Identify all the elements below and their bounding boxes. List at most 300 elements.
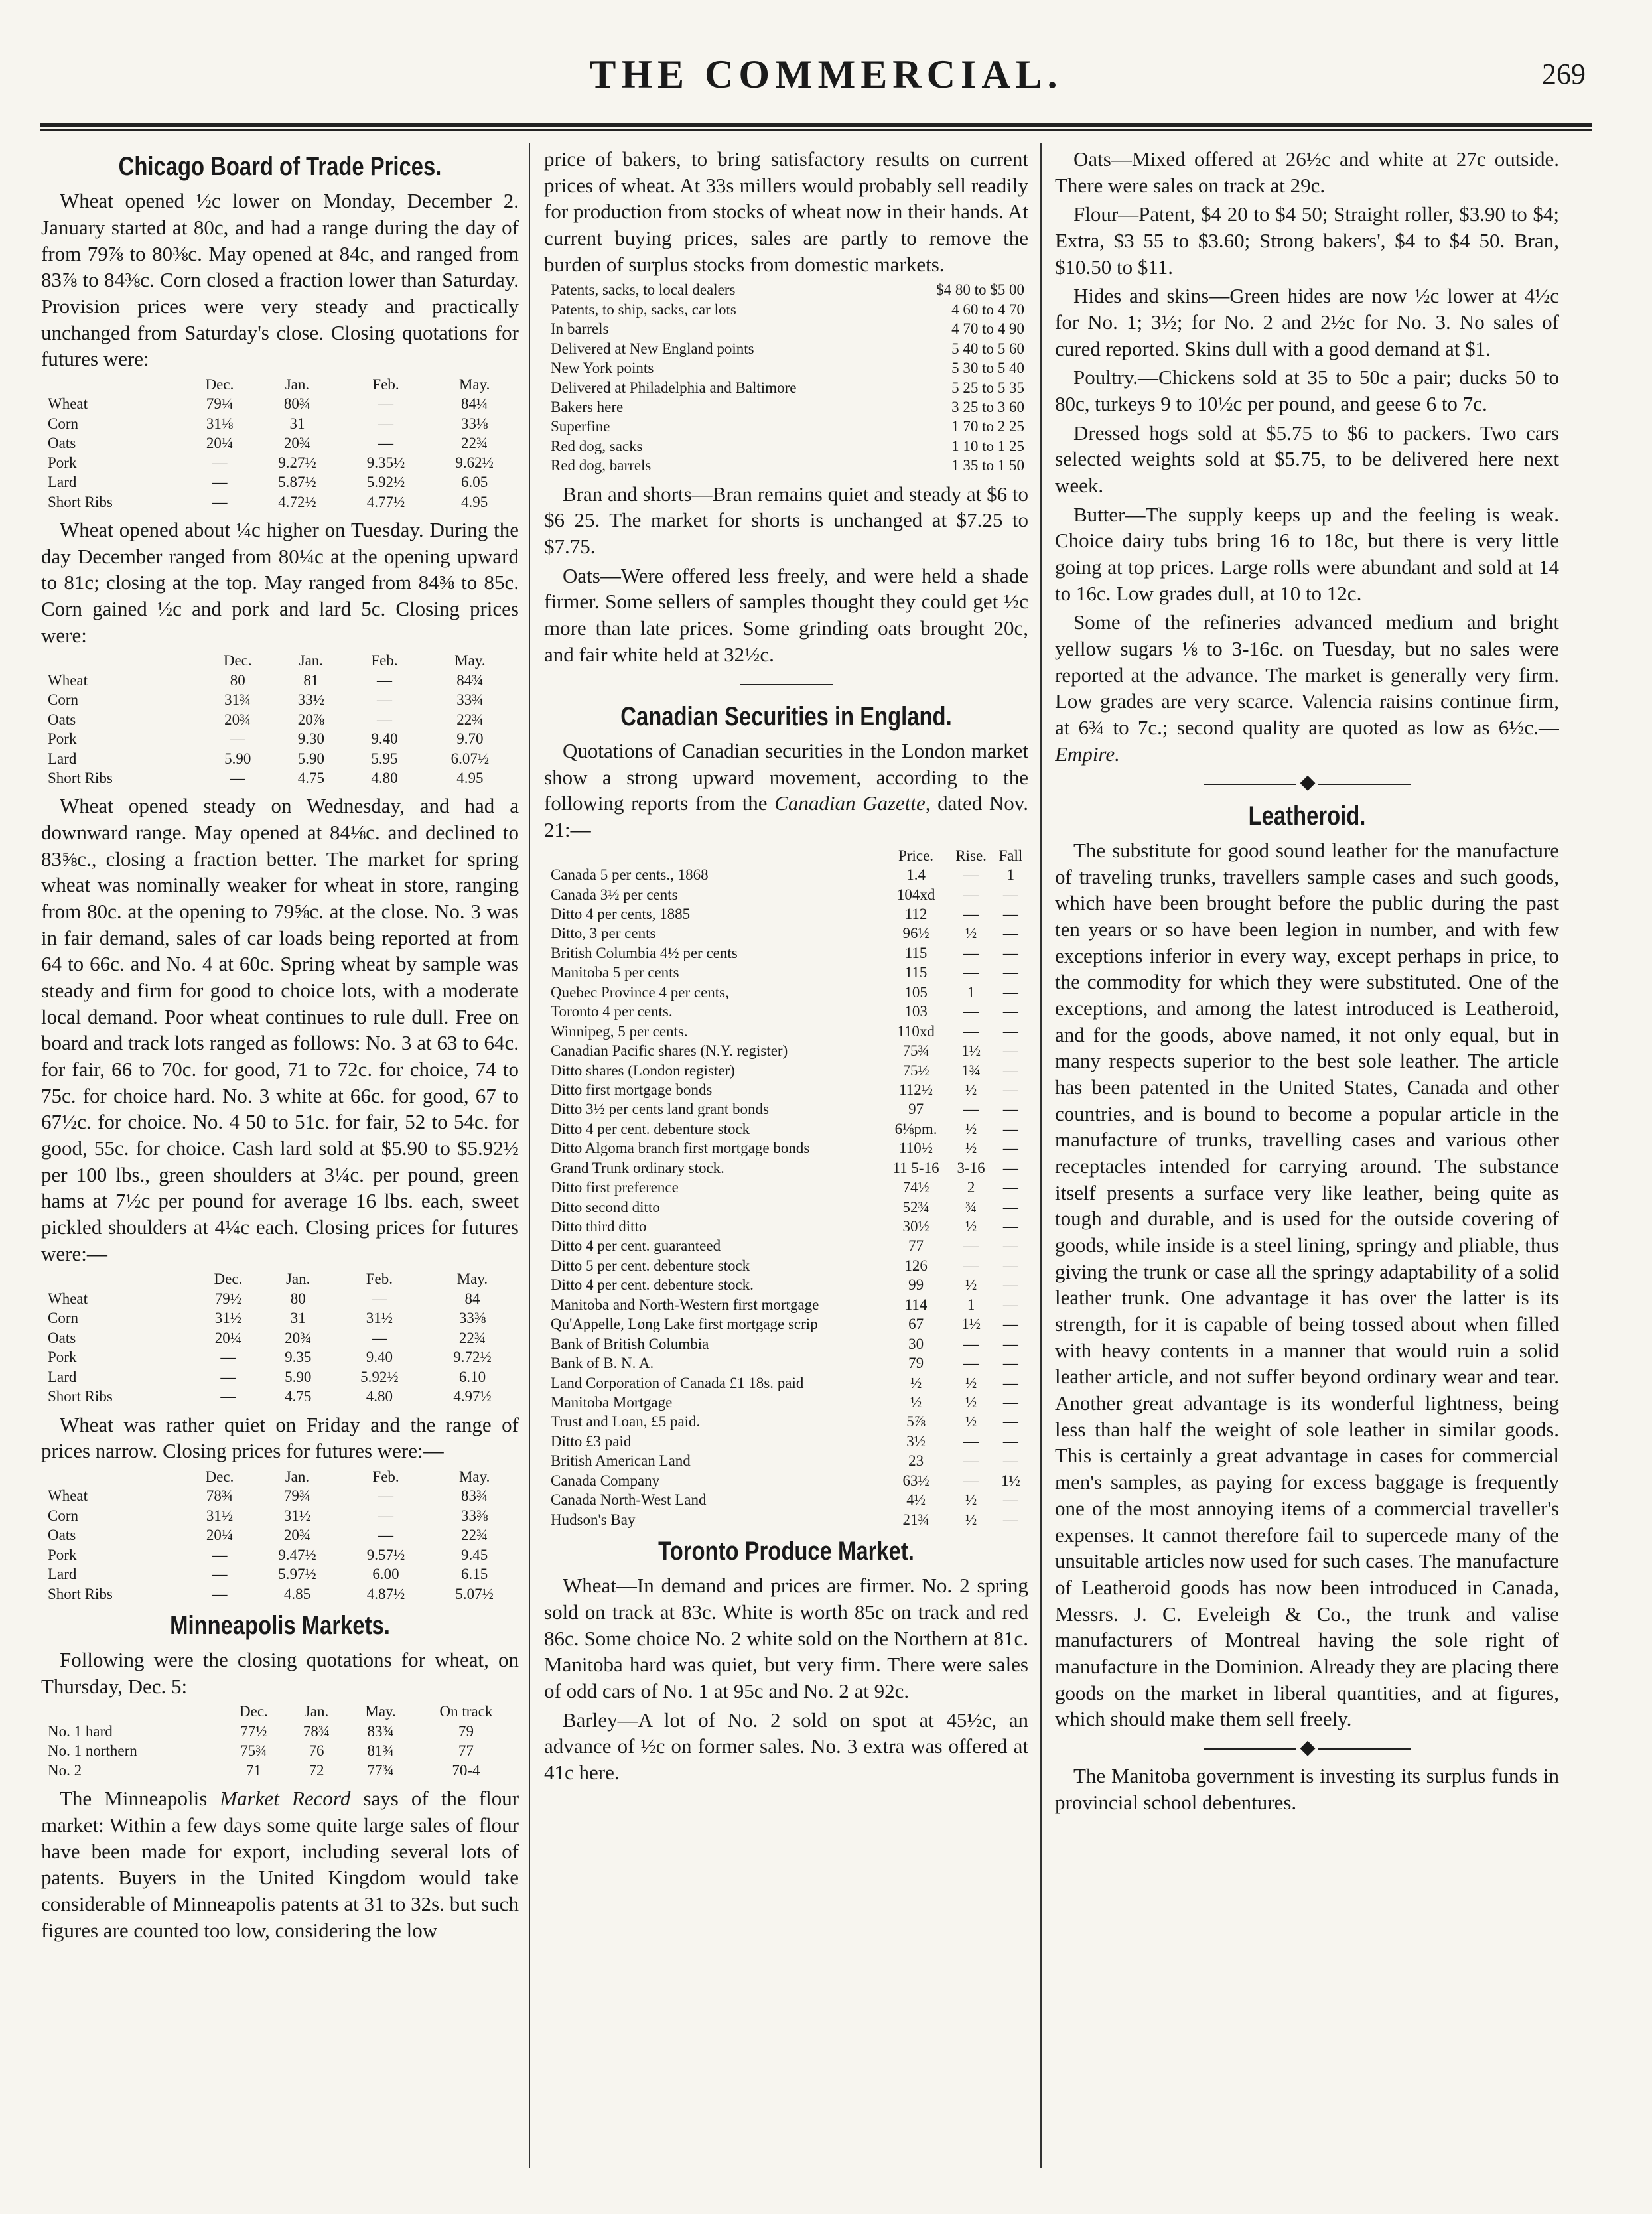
row-label: Ditto shares (London register) — [551, 1062, 735, 1079]
article-heading: Minneapolis Markets. — [170, 1610, 390, 1640]
column-header: Dec. — [223, 652, 252, 669]
cell-value: 5.92½ — [366, 474, 405, 491]
cell-value: 11 5-16 — [892, 1159, 939, 1176]
table-row — [41, 492, 519, 512]
cell-value: — — [963, 1355, 979, 1372]
publication-name: Market Record — [220, 1787, 351, 1811]
cell-value: 77½ — [240, 1722, 267, 1740]
table-row — [544, 456, 1028, 475]
cell-value: 4 70 to 4 90 — [951, 320, 1024, 338]
cell-value: — — [1002, 1218, 1018, 1235]
table-header-row — [41, 651, 519, 670]
cell-value: 33⅜ — [461, 1507, 488, 1524]
table-row — [41, 1506, 519, 1525]
cell-value: — — [1002, 1179, 1018, 1196]
article-paragraph: The Manitoba government is investing its surplus funds in provincial school debentures. — [1055, 1764, 1559, 1814]
column-header: May. — [458, 376, 490, 393]
article-heading: Leatheroid. — [1248, 801, 1366, 831]
column-header: Dec. — [240, 1703, 268, 1720]
cell-value: 31⅛ — [206, 415, 234, 432]
cell-value: 84¼ — [461, 395, 488, 413]
cell-value: — — [963, 886, 979, 903]
article-paragraph: Following were the closing quotations for wheat, on Thursday, Dec. 5: — [41, 1648, 519, 1698]
cell-value: ½ — [965, 1140, 977, 1157]
table-row — [544, 885, 1028, 904]
article-paragraph: Some of the refineries advanced medium and bright yellow sugars ⅛ to 3-16c. on Tuesday, but no sales were reported at the advance. The market is generally very firm. Low grades are very scarce. Valencia raisins continue firm, at 6¾ to 7c.; second quality are quoted as low as 6½c.—Empire. — [1055, 610, 1559, 766]
row-label: Delivered at Philadelphia and Baltimore — [551, 379, 797, 396]
cell-value: — — [963, 1472, 979, 1489]
cell-value: 77 — [908, 1237, 924, 1255]
cell-value: — — [230, 730, 245, 748]
publication-name: Canadian Gazette — [774, 792, 926, 815]
row-label: Corn — [48, 1507, 78, 1524]
column-header: Jan. — [304, 1703, 329, 1720]
article-paragraph: The substitute for good sound leather for the manufacture of traveling trunks, travellers sample cases and such goods, which have been brought before the public during the past ten years or so have been legion in number, and with few exceptions inferior in every way, except perhaps in price, to the commodity for which they were substituted. One of the exceptions, and among the latest introduced is Leatheroid, and for the goods, above named, it not only equal, but in many respects superior to the best sole leather. The article has been patented in the United States, Canada and other countries, and is bound to become a popular article in the manufacture of trunks, travelling cases and various other receptacles intended for carrying around. The substance itself presents a surface very like leather, being quite as tough and durable, and is used for the outside covering of goods, while inside is a steel lining, springy and pliable, thus giving the trunk or case all the springy adaptability of a solid leather trunk. One advantage it has over the latter is its strength, for it is capable of being tossed about when filled with heavy contents in a manner that would ruin a solid leather article, and not suffer beyond ordinary wear and tear. Another great advantage is its wonderful lightness, being less than half the weight of sole leather in similar goods. This is certainly a great advantage in cases for commercial men's samples, as paying for excess baggage is frequently one of the most annoying items of a commercial traveller's expenses. It cannot therefore fail to supercede many of the unsuitable articles now used for such cases. The manufacture of Leatheroid goods has now been introduced in Canada, Messrs. J. C. Eveleigh & Co., the trunk and valise manufacturers of Montreal having the sole right of manufacture in the Dominion. Already they are placing there goods on the market in liberal quantities, and at figures, which should make them sell freely. — [1055, 839, 1559, 1731]
table-row — [41, 710, 519, 729]
table-row — [41, 1741, 519, 1760]
article-paragraph: Wheat—In demand and prices are firmer. No. 2 spring sold on track at 83c. White is worth 85c on track and red 86c. Some choice No. 2 white sold on the Northern at 81c. Manitoba hard was quiet, but very firm. There were sales of odd cars of No. 1 at 95c and No. 2 at 92c. — [544, 1574, 1028, 1702]
table-row — [544, 1451, 1028, 1470]
cell-value: 5.90 — [224, 750, 251, 767]
cell-value: — — [220, 1368, 236, 1385]
cell-value: 31 — [289, 415, 305, 432]
cell-value: 5.87½ — [278, 474, 316, 491]
article-paragraph: Wheat opened steady on Wednesday, and had a downward range. May opened at 84⅛c. and declined to 83⅝c., closing a fraction better. The market for spring wheat was nominally weaker for wheat in store, ranging from 80c. at the opening to 79⅝c. at the close. No. 3 was in fair demand, sales of car loads being reported at from 64 to 66c. and No. 4 at 60c. Spring wheat by sample was steady and firm for good to choice lots, with a moderate local demand. Poor wheat continues to rule dull. Free on board and track lots ranged as follows: No. 3 at 63 to 64c. for fair, 66 to 70c. for good, 71 to 72c. for choice, 74 to 75c. for choice hard. No. 3 white at 66c. for good, 67 to 67½c. for choice. No. 4 50 to 51c. for fair, 52 to 54c. for good, 55c. for choice. Cash lard sold at $5.90 to $5.92½ per 100 lbs., green shoulders at 3¼c. per pound, green hams at 7½c per pound for average 16 lbs. each, sweet pickled shoulders at 4¼c each. Closing prices for futures were:— — [41, 794, 519, 1265]
table-row — [544, 924, 1028, 943]
cell-value: 4.87½ — [366, 1585, 405, 1602]
cell-value: ½ — [965, 1081, 977, 1098]
page-number: 269 — [1542, 58, 1586, 90]
row-label: Short Ribs — [48, 493, 113, 510]
table-row — [544, 1353, 1028, 1373]
cell-value: — — [220, 1388, 236, 1405]
row-label: Pork — [48, 730, 77, 748]
cell-value: 84 — [464, 1290, 480, 1307]
cell-value: — — [212, 454, 228, 471]
row-label: Superfine — [551, 418, 610, 435]
table-row — [544, 1490, 1028, 1509]
article-paragraph: Butter—The supply keeps up and the feeling is weak. Choice dairy tubs bring 16 to 18c, but there is very little going at top prices. Large rolls were abundant and sold at 14 to 16c. Low grades dull, at 10 to 12c. — [1055, 502, 1559, 605]
cell-value: 20⅞ — [297, 711, 324, 728]
cell-value: 1 10 to 1 25 — [951, 437, 1024, 454]
column-header: Feb. — [372, 1468, 399, 1485]
cell-value: 2 — [967, 1179, 975, 1196]
cell-value: 115 — [904, 944, 928, 961]
row-label: Canada 5 per cents., 1868 — [551, 866, 709, 884]
table-row — [41, 1387, 519, 1406]
column-header: Jan. — [285, 1468, 310, 1485]
masthead — [66, 52, 1586, 105]
cell-value: 81¾ — [367, 1742, 394, 1760]
column-2 — [544, 146, 1028, 2174]
cell-value: — — [963, 964, 979, 981]
table-row — [544, 300, 1028, 319]
cell-value: — — [1002, 1374, 1018, 1391]
row-label: Trust and Loan, £5 paid. — [551, 1413, 701, 1430]
cell-value: — — [378, 1488, 394, 1505]
cell-value: 80 — [230, 671, 245, 689]
cell-value: 20¾ — [283, 435, 311, 452]
cell-value: — — [378, 395, 394, 413]
cell-value: 4.80 — [366, 1388, 393, 1405]
cell-value: 1 35 to 1 50 — [951, 457, 1024, 474]
table-row — [41, 1545, 519, 1564]
row-label: Red dog, sacks — [551, 437, 643, 454]
row-label: No. 2 — [48, 1762, 82, 1779]
cell-value: — — [1002, 944, 1018, 961]
row-label: Oats — [48, 1329, 76, 1346]
table-header-row — [544, 846, 1028, 865]
column-header: Jan. — [285, 1271, 310, 1288]
cell-value: 9.47½ — [278, 1546, 316, 1563]
cell-value: 21¾ — [902, 1511, 929, 1528]
cell-value: 9.35 — [285, 1349, 312, 1366]
cell-value: — — [963, 1101, 979, 1118]
article-paragraph: Wheat was rather quiet on Friday and the range of prices narrow. Closing prices for futures were:— — [41, 1413, 519, 1463]
table-row — [41, 1289, 519, 1308]
cell-value: 110xd — [897, 1022, 935, 1040]
cell-value: 4.95 — [456, 769, 484, 786]
column-header: Dec. — [205, 376, 234, 393]
cell-value: 6.00 — [372, 1566, 399, 1583]
column-header — [41, 651, 201, 670]
cell-value: 75¾ — [240, 1742, 267, 1760]
cell-value: 6⅛pm. — [894, 1120, 937, 1137]
section-separator: ◆ — [1055, 770, 1559, 795]
row-label: Short Ribs — [48, 769, 113, 786]
table-row — [41, 1525, 519, 1545]
cell-value: 72 — [309, 1762, 324, 1779]
cell-value: 84¾ — [456, 671, 484, 689]
table-header-row — [41, 1467, 519, 1486]
table-row — [544, 1373, 1028, 1393]
cell-value: 33½ — [297, 691, 324, 709]
article-paragraph: Flour—Patent, $4 20 to $4 50; Straight roller, $3.90 to $4; Extra, $3 55 to $3.60; Strong bakers', $4 to $4 50. Bran, $10.50 to $11. — [1055, 202, 1559, 279]
row-label: In barrels — [551, 320, 609, 338]
row-label: Red dog, barrels — [551, 457, 652, 474]
section-separator: ◆ — [1055, 1735, 1559, 1760]
cell-value: 31½ — [366, 1310, 393, 1327]
table-row — [41, 671, 519, 690]
table-row — [41, 749, 519, 768]
cell-value: 74½ — [902, 1179, 929, 1196]
table-row — [544, 1158, 1028, 1178]
cell-value: 4 60 to 4 70 — [951, 301, 1024, 318]
column-header — [41, 375, 186, 394]
row-label: Wheat — [48, 395, 88, 413]
cell-value: 33⅜ — [458, 1310, 486, 1327]
cell-value: — — [376, 711, 392, 728]
cell-value: — — [378, 1527, 394, 1544]
cell-value: 1 — [967, 983, 975, 1001]
cell-value: 5.95 — [371, 750, 398, 767]
cell-value: 4.97½ — [453, 1388, 492, 1405]
table-row — [544, 319, 1028, 338]
cell-value: 67 — [908, 1316, 924, 1333]
row-label: Qu'Appelle, Long Lake first mortgage scrip — [551, 1316, 818, 1333]
column-header: May. — [454, 652, 486, 669]
cell-value: 22¾ — [458, 1329, 486, 1346]
table-row — [41, 1564, 519, 1584]
cell-value: — — [1002, 1120, 1018, 1137]
article-paragraph: Oats—Were offered less freely, and were held a shade firmer. Some sellers of samples thought they could get ½c more than late prices. Some grinding oats brought 20c, and fair white held at 32½c. — [544, 563, 1028, 666]
row-label: Lard — [48, 750, 77, 767]
cell-value: 5.97½ — [278, 1566, 316, 1583]
cell-value: 5.90 — [297, 750, 324, 767]
row-label: Canada Company — [551, 1472, 660, 1489]
cell-value: — — [963, 1237, 979, 1255]
table-row — [544, 1471, 1028, 1490]
cell-value: 3 25 to 3 60 — [951, 398, 1024, 415]
table-row — [544, 1393, 1028, 1412]
row-label: Winnipeg, 5 per cents. — [551, 1022, 688, 1040]
cell-value: 96½ — [902, 925, 929, 942]
cell-value: 6.07½ — [450, 750, 490, 767]
table-row — [41, 394, 519, 413]
cell-value: ½ — [965, 925, 977, 942]
table-row — [544, 1119, 1028, 1139]
row-label: Short Ribs — [48, 1585, 113, 1602]
cell-value: 76 — [309, 1742, 324, 1760]
cell-value: — — [1002, 1101, 1018, 1118]
column-header: May. — [458, 1468, 490, 1485]
cell-value: ½ — [965, 1491, 977, 1509]
cell-value: 33⅛ — [461, 415, 488, 432]
quotation-table — [41, 1269, 519, 1406]
column-header: Fall — [998, 847, 1023, 864]
quotation-table — [41, 1702, 519, 1780]
table-row — [544, 1510, 1028, 1529]
cell-value: 1¾ — [961, 1062, 981, 1079]
table-row — [41, 690, 519, 709]
cell-value: 3-16 — [957, 1159, 985, 1176]
column-divider — [529, 143, 530, 2168]
article-paragraph: Quotations of Canadian securities in the London market show a strong upward movement, according to the following reports from the Canadian Gazette, dated Nov. 21:— — [544, 739, 1028, 842]
cell-value: 4.80 — [371, 769, 398, 786]
row-label: Canada 3½ per cents — [551, 886, 678, 903]
row-label: Pork — [48, 454, 77, 471]
cell-value: 79½ — [214, 1290, 242, 1307]
newspaper-title: THE COMMERCIAL. — [589, 52, 1063, 96]
cell-value: 6.05 — [461, 474, 488, 491]
column-header: Feb. — [366, 1271, 393, 1288]
column-header: Jan. — [285, 376, 310, 393]
cell-value: — — [212, 1585, 228, 1602]
cell-value: — — [1002, 1432, 1018, 1450]
article-paragraph: Wheat opened ½c lower on Monday, December 2. January started at 80c, and had a range during the day of from 79⅞ to 80⅜c. May opened at 84c, and ranged from 83⅞ to 84⅜c. Corn closed a fraction lower than Saturday. Provision prices were very steady and practically unchanged from Saturday's close. Closing quotations for futures were: — [41, 189, 519, 371]
cell-value: 75¾ — [902, 1042, 929, 1060]
cell-value: $4 80 to $5 00 — [936, 281, 1024, 299]
cell-value: ¾ — [965, 1198, 977, 1215]
row-label: Oats — [48, 711, 76, 728]
cell-value: — — [372, 1290, 387, 1307]
cell-value: 1 — [967, 1296, 975, 1313]
cell-value: 5 25 to 5 35 — [951, 379, 1024, 396]
cell-value: 9.70 — [456, 730, 484, 748]
row-label: Lard — [48, 1566, 77, 1583]
cell-value: — — [1002, 886, 1018, 903]
row-label: New York points — [551, 360, 654, 377]
row-label: Canada North-West Land — [551, 1491, 707, 1509]
cell-value: — — [963, 1335, 979, 1352]
table-row — [544, 943, 1028, 963]
cell-value: — — [1002, 1081, 1018, 1098]
cell-value: 6.10 — [458, 1368, 486, 1385]
column-header: On track — [439, 1703, 493, 1720]
table-row — [544, 397, 1028, 417]
cell-value: — — [963, 1432, 979, 1450]
cell-value: — — [1002, 1491, 1018, 1509]
cell-value: — — [230, 769, 245, 786]
cell-value: 9.27½ — [278, 454, 316, 471]
section-separator — [544, 670, 1028, 695]
row-label: Pork — [48, 1349, 77, 1366]
cell-value: 1½ — [1001, 1472, 1020, 1489]
flour-price-table — [544, 280, 1028, 475]
column-header: Feb. — [372, 376, 399, 393]
column-header: Jan. — [299, 652, 324, 669]
cell-value: 9.72½ — [453, 1349, 492, 1366]
table-row — [41, 768, 519, 788]
row-label: Wheat — [48, 1488, 88, 1505]
cell-value: 114 — [904, 1296, 928, 1313]
table-row — [41, 729, 519, 748]
cell-value: 126 — [904, 1257, 928, 1274]
cell-value: — — [1002, 1511, 1018, 1528]
article-paragraph: Bran and shorts—Bran remains quiet and steady at $6 to $6 25. The market for shorts is unchanged at $7.25 to $7.75. — [544, 482, 1028, 559]
cell-value: 5⅞ — [906, 1413, 926, 1430]
cell-value: 110½ — [899, 1140, 933, 1157]
table-row — [544, 1256, 1028, 1275]
cell-value: — — [376, 691, 392, 709]
cell-value: — — [212, 493, 228, 510]
cell-value: ½ — [965, 1393, 977, 1411]
table-row — [41, 1308, 519, 1328]
row-label: Ditto third ditto — [551, 1218, 647, 1235]
cell-value: 71 — [245, 1762, 261, 1779]
table-row — [41, 433, 519, 452]
cell-value: 9.45 — [461, 1546, 488, 1563]
cell-value: — — [212, 474, 228, 491]
cell-value: 4.75 — [285, 1388, 312, 1405]
article-heading: Chicago Board of Trade Prices. — [118, 152, 442, 181]
cell-value: 20¾ — [285, 1329, 312, 1346]
article-paragraph: Oats—Mixed offered at 26½c and white at 27c outside. There were sales on track at 29c. — [1055, 147, 1559, 197]
cell-value: — — [963, 1452, 979, 1470]
table-row — [41, 1761, 519, 1780]
cell-value: — — [1002, 983, 1018, 1001]
table-row — [544, 865, 1028, 884]
cell-value: 77¾ — [367, 1762, 394, 1779]
cell-value: 78¾ — [206, 1488, 234, 1505]
cell-value: 31½ — [206, 1507, 234, 1524]
cell-value: — — [378, 415, 394, 432]
cell-value: 22¾ — [456, 711, 484, 728]
cell-value: 5 40 to 5 60 — [951, 340, 1024, 357]
cell-value: 31 — [290, 1310, 306, 1327]
cell-value: — — [1002, 1003, 1018, 1020]
row-label: Manitoba Mortgage — [551, 1393, 673, 1411]
cell-value: ½ — [965, 1120, 977, 1137]
cell-value: 31½ — [214, 1310, 242, 1327]
row-label: Ditto first preference — [551, 1179, 679, 1196]
article-heading: Canadian Securities in England. — [620, 701, 952, 731]
cell-value: ½ — [910, 1393, 922, 1411]
cell-value: 9.35½ — [366, 454, 405, 471]
cell-value: 4.72½ — [278, 493, 316, 510]
cell-value: — — [1002, 1257, 1018, 1274]
column-3 — [1055, 146, 1559, 2174]
cell-value: 5.90 — [285, 1368, 312, 1385]
table-header-row — [41, 1269, 519, 1288]
cell-value: — — [1002, 964, 1018, 981]
table-row — [41, 472, 519, 492]
row-label: Ditto £3 paid — [551, 1432, 632, 1450]
table-row — [544, 1275, 1028, 1294]
cell-value: — — [1002, 1159, 1018, 1176]
table-row — [544, 983, 1028, 1002]
row-label: No. 1 hard — [48, 1722, 113, 1740]
cell-value: 20¾ — [224, 711, 251, 728]
row-label: Delivered at New England points — [551, 340, 754, 357]
table-row — [544, 1099, 1028, 1119]
cell-value: 31½ — [283, 1507, 311, 1524]
cell-value: — — [1002, 1452, 1018, 1470]
cell-value: 20¾ — [283, 1527, 311, 1544]
row-label: Manitoba and North-Western first mortgage — [551, 1296, 819, 1313]
table-row — [544, 904, 1028, 924]
cell-value: — — [963, 1257, 979, 1274]
table-row — [41, 1486, 519, 1505]
cell-value: 30½ — [902, 1218, 929, 1235]
cell-value: — — [1002, 1335, 1018, 1352]
table-row — [544, 1139, 1028, 1158]
table-row — [544, 417, 1028, 436]
table-row — [544, 1041, 1028, 1060]
table-row — [544, 1198, 1028, 1217]
row-label: Patents, to ship, sacks, car lots — [551, 301, 736, 318]
cell-value: 80 — [290, 1290, 306, 1307]
cell-value: — — [1002, 906, 1018, 923]
cell-value: 78¾ — [303, 1722, 330, 1740]
cell-value: 30 — [908, 1335, 924, 1352]
cell-value: 105 — [904, 983, 928, 1001]
row-label: Lard — [48, 1368, 77, 1385]
cell-value: 1½ — [961, 1316, 981, 1333]
cell-value: 4.85 — [283, 1585, 311, 1602]
article-paragraph: The Minneapolis Market Record says of the flour market: Within a few days some quite large sales of flour have been made for export, including several lots of patents. Buyers in the United Kingdom would take considerable of Minneapolis patents at 31 to 32s. but such figures are counted too low, considering the low — [41, 1787, 519, 1942]
row-label: Grand Trunk ordinary stock. — [551, 1159, 724, 1176]
cell-value: — — [1002, 1393, 1018, 1411]
column-header: Rise. — [955, 847, 987, 864]
cell-value: 20¼ — [206, 1527, 234, 1544]
cell-value: 9.62½ — [455, 454, 494, 471]
column-header — [41, 1467, 186, 1486]
article-paragraph: Barley—A lot of No. 2 sold on spot at 45½c, an advance of ½c on former sales. No. 3 extra was offered at 41c here. — [544, 1708, 1028, 1784]
row-label: Ditto 4 per cent. guaranteed — [551, 1237, 721, 1255]
cell-value: — — [212, 1546, 228, 1563]
cell-value: 3½ — [906, 1432, 926, 1450]
article-paragraph: price of bakers, to bring satisfactory results on current prices of wheat. At 33s millers would probably sell readily for production from stocks of wheat now in their hands. At current buying prices, sales are partly to remove the burden of surplus stocks from domestic markets. — [544, 147, 1028, 276]
securities-table — [544, 846, 1028, 1529]
table-row — [544, 1217, 1028, 1236]
table-row — [544, 1022, 1028, 1041]
table-row — [41, 1367, 519, 1387]
row-label: Pork — [48, 1546, 77, 1563]
cell-value: — — [1002, 1277, 1018, 1294]
cell-value: 103 — [904, 1003, 928, 1020]
cell-value: 52¾ — [902, 1198, 929, 1215]
